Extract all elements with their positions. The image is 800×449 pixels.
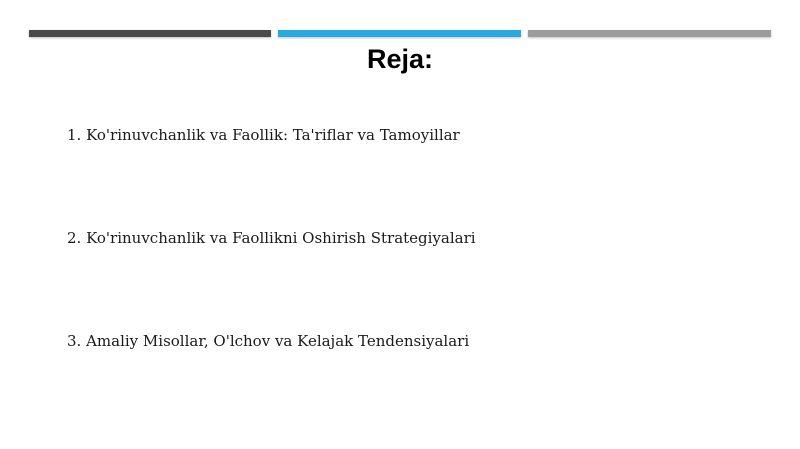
header-bar-dark: [29, 30, 271, 37]
plan-item-3: 3. Amaliy Misollar, O'lchov va Kelajak Tendensiyalari: [67, 332, 470, 350]
header-bar-blue: [278, 30, 521, 37]
plan-item-2: 2. Ko'rinuvchanlik va Faollikni Oshirish Strategiyalari: [67, 229, 476, 247]
plan-item-1: 1. Ko'rinuvchanlik va Faollik: Ta'riflar va Tamoyillar: [67, 126, 460, 144]
header-bar-gray: [528, 30, 771, 37]
slide-title: Reja:: [366, 44, 434, 74]
